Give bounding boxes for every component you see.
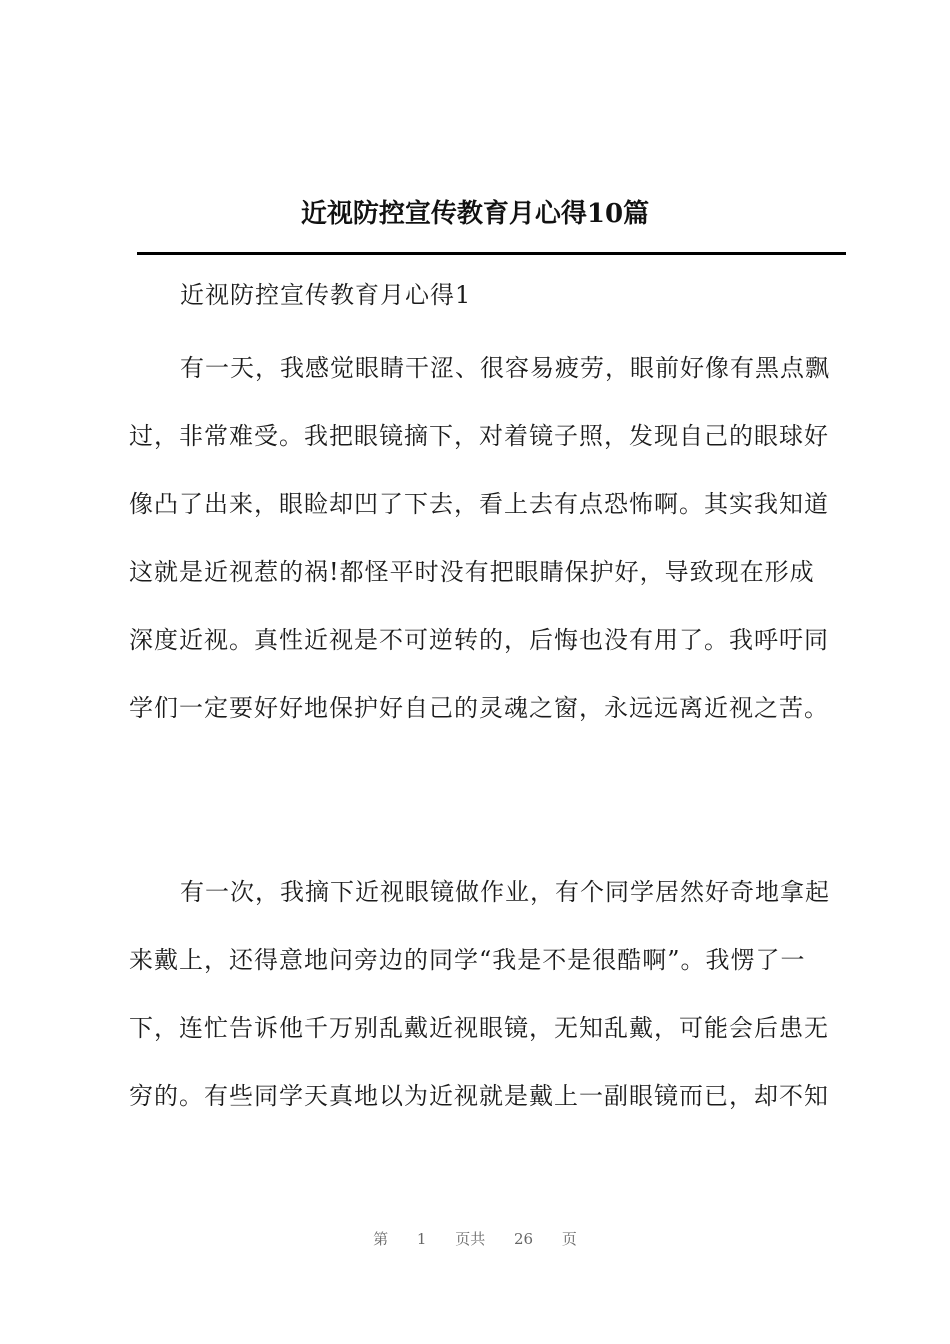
page-label-mid: 页共 (455, 1230, 486, 1248)
paragraph-line: 像凸了出来，眼睑却凹了下去，看上去有点恐怖啊。其实我知道 (129, 490, 829, 518)
page-label-suffix: 页 (561, 1230, 577, 1248)
page-footer (0, 1228, 950, 1249)
title-underline-rule (137, 252, 846, 255)
paragraph-2 (129, 858, 841, 1130)
paragraph-line: 深度近视。真性近视是不可逆转的，后悔也没有用了。我呼吁同 (129, 626, 829, 654)
paragraph-1 (129, 334, 841, 742)
paragraph-line: 有一次，我摘下近视眼镜做作业，有个同学居然好奇地拿起 (180, 878, 830, 906)
total-pages-number: 26 (514, 1230, 534, 1248)
paragraph-line: 过，非常难受。我把眼镜摘下，对着镜子照，发现自己的眼球好 (129, 422, 829, 450)
paragraph-line: 这就是近视惹的祸!都怪平时没有把眼睛保护好，导致现在形成 (129, 558, 815, 586)
document-title: 近视防控宣传教育月心得10篇 (300, 199, 650, 229)
section-heading (129, 261, 841, 329)
paragraph-line: 来戴上，还得意地问旁边的同学“我是不是很酷啊”。我愣了一 (129, 946, 806, 974)
paragraph-line: 穷的。有些同学天真地以为近视就是戴上一副眼镜而已，却不知 (129, 1082, 829, 1110)
section-heading-text: 近视防控宣传教育月心得1 (180, 281, 472, 309)
page-label-prefix: 第 (373, 1230, 389, 1248)
paragraph-line: 有一天，我感觉眼睛干涩、很容易疲劳，眼前好像有黑点飘 (180, 354, 830, 382)
current-page-number: 1 (416, 1230, 427, 1248)
paragraph-line: 学们一定要好好地保护好自己的灵魂之窗，永远远离近视之苦。 (129, 694, 829, 722)
paragraph-line: 下，连忙告诉他千万别乱戴近视眼镜，无知乱戴，可能会后患无 (129, 1014, 829, 1042)
